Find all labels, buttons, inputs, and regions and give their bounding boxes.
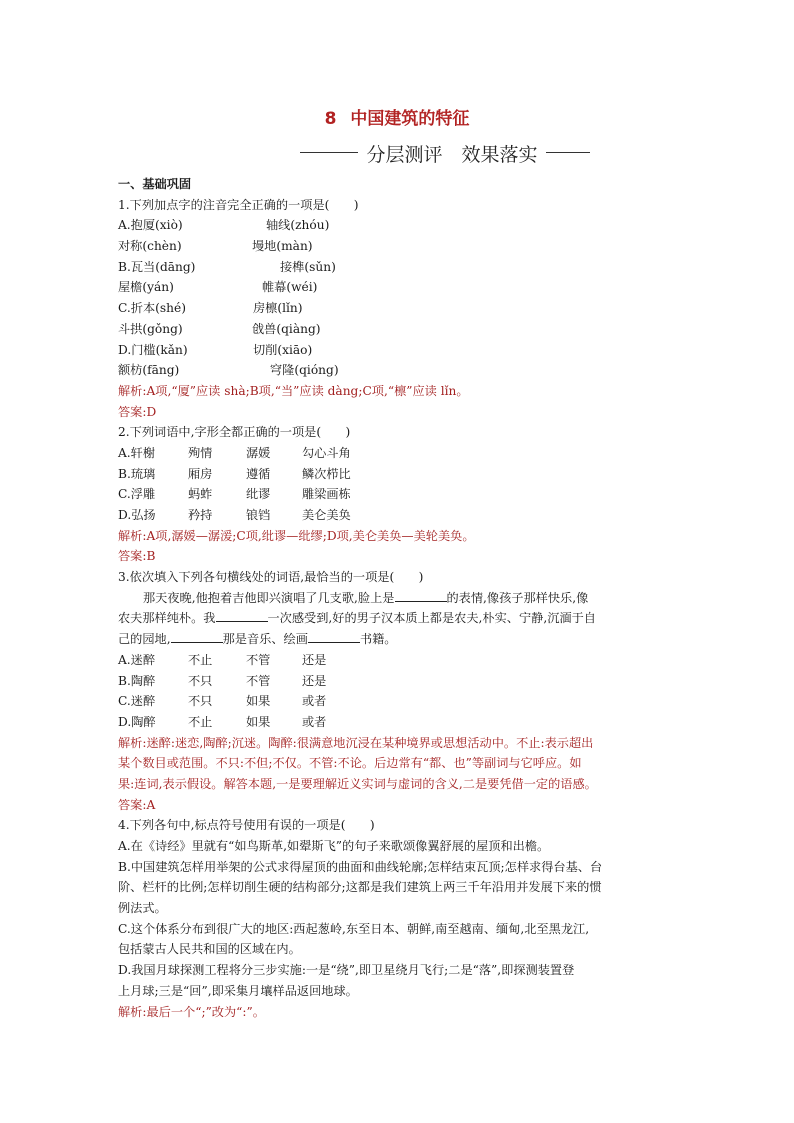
q3-text: 那天夜晚,他抱着吉他即兴演唱了几支歌,脸上是 [143, 590, 395, 605]
q2-option-a [118, 443, 678, 464]
q1-c-word1: C.折本(shé) [118, 301, 186, 316]
q2-b-w1: B.琉璃 [118, 466, 156, 481]
q1-option-c-line2 [118, 319, 678, 340]
q3-text: 书籍。 [359, 632, 397, 647]
lesson-number: 8 [324, 109, 337, 129]
q2-option-b [118, 464, 678, 485]
q1-option-b-line1 [118, 257, 678, 278]
q3-text: 一次感受到,好的男子汉本质上都是农夫,朴实、宁静,沉湎于自 [267, 611, 596, 626]
q3-passage-line2 [118, 608, 678, 629]
q3-d-w4: 或者 [302, 714, 327, 729]
q3-a-w4: 还是 [302, 652, 327, 667]
q2-c-w3: 纰谬 [246, 487, 271, 502]
lesson-title [0, 104, 794, 129]
q1-d-word4: 穹隆(qióng) [270, 363, 339, 378]
q2-answer: 答案:B [118, 549, 156, 564]
q3-c-w4: 或者 [302, 694, 327, 709]
q2-option-d [118, 505, 678, 526]
q1-d-word1: D.门槛(kǎn) [118, 342, 188, 357]
q3-text: 农夫那样纯朴。我 [118, 611, 216, 626]
q3-passage-line3 [118, 629, 678, 650]
q3-text: 的表情,像孩子那样快乐,像 [446, 590, 589, 605]
q4-option-d-2: 上月球;三是“回”,即采集月壤样品返回地球。 [118, 983, 358, 998]
q2-d-w3: 锒铛 [246, 508, 271, 522]
q2-b-w2: 厢房 [188, 466, 213, 481]
q2-d-w1: D.弘扬 [118, 508, 156, 522]
q1-b-word3: 屋檐(yán) [118, 280, 174, 295]
q1-d-word2: 切削(xiāo) [253, 342, 313, 357]
q3-stem: 3.依次填入下列各句横线处的词语,最恰当的一项是( ) [118, 570, 424, 585]
q3-b-w3: 不管 [246, 673, 271, 688]
q3-option-a [118, 650, 678, 671]
q1-a-word4: 墁地(màn) [252, 239, 313, 254]
banner-rule-left [300, 152, 358, 153]
section-banner [300, 140, 590, 166]
q2-analysis: 解析:A项,潺媛—潺湲;C项,纰谬—纰缪;D项,美仑美奂—美轮美奂。 [118, 528, 475, 543]
q3-text: 己的园地, [118, 632, 171, 647]
q4-option-b-3: 例法式。 [118, 901, 167, 916]
q4-option-d-1: D.我国月球探测工程将分三步实施:一是“绕”,即卫星绕月飞行;二是“落”,即探测装置登 [118, 963, 575, 978]
q1-b-word4: 帷幕(wéi) [262, 280, 318, 295]
q2-b-w3: 遵循 [246, 466, 271, 481]
banner-rule-right [546, 152, 590, 153]
q3-analysis-1: 解析:迷醉:迷恋,陶醉;沉迷。陶醉:很满意地沉浸在某种境界或思想活动中。不止:表示超出 [118, 735, 594, 750]
q3-b-w2: 不只 [188, 673, 213, 688]
q1-option-d-line2 [118, 360, 678, 381]
worksheet-body [118, 174, 678, 1022]
lesson-title-text: 中国建筑的特征 [350, 109, 470, 129]
q3-b-w4: 还是 [302, 673, 327, 688]
q1-option-b-line2 [118, 277, 678, 298]
q2-c-w2: 蚂蚱 [188, 487, 213, 502]
q3-a-w2: 不止 [188, 652, 213, 667]
q3-blank-3 [171, 630, 223, 643]
q2-b-w4: 鳞次栉比 [302, 466, 351, 481]
q3-d-w1: D.陶醉 [118, 714, 156, 729]
q3-c-w2: 不只 [188, 694, 213, 709]
q3-blank-4 [308, 630, 360, 643]
q3-d-w3: 如果 [246, 714, 271, 729]
q3-d-w2: 不止 [188, 714, 213, 729]
q1-option-a-line1 [118, 215, 678, 236]
q3-a-w3: 不管 [246, 652, 271, 667]
q3-answer: 答案:A [118, 797, 156, 812]
q1-c-word4: 戗兽(qiàng) [252, 321, 321, 336]
q1-a-word2: 轴线(zhóu) [266, 218, 330, 233]
q3-option-d [118, 712, 678, 733]
q1-option-d-line1 [118, 340, 678, 361]
q2-a-w3: 潺媛 [246, 445, 271, 460]
q3-blank-1 [395, 589, 447, 602]
q1-d-word3: 额枋(fāng) [118, 363, 180, 378]
q3-c-w3: 如果 [246, 694, 271, 709]
q4-option-b-2: 阶、栏杆的比例;怎样切削生硬的结构部分;这都是我们建筑上两三千年沿用并发展下来的惯 [118, 880, 602, 895]
q3-text: 那是音乐、绘画 [222, 632, 308, 647]
q4-option-c-2: 包括蒙古人民共和国的区域在内。 [118, 942, 301, 957]
q4-stem: 4.下列各句中,标点符号使用有误的一项是( ) [118, 818, 375, 833]
q1-option-a-line2 [118, 236, 678, 257]
q1-stem: 1.下列加点字的注音完全正确的一项是( ) [118, 197, 359, 212]
q3-c-w1: C.迷醉 [118, 694, 156, 709]
q2-option-c [118, 484, 678, 505]
q1-b-word1: B.瓦当(dāng) [118, 259, 196, 274]
q3-analysis-3: 果:连词,表示假设。解答本题,一是要理解近义实词与虚词的含义,二是要凭借一定的语感。 [118, 776, 597, 791]
q3-b-w1: B.陶醉 [118, 673, 156, 688]
q4-option-c-1: C.这个体系分布到很广大的地区:西起葱岭,东至日本、朝鲜,南至越南、缅甸,北至黑龙江, [118, 921, 590, 936]
q3-passage-line1 [118, 588, 678, 609]
section-heading: 一、基础巩固 [118, 177, 192, 191]
q1-a-word1: A.抱厦(xiò) [118, 218, 183, 233]
banner-text: 分层测评 效果落实 [366, 144, 538, 166]
q4-analysis: 解析:最后一个“;”改为“:”。 [118, 1004, 265, 1019]
q2-d-w2: 矜持 [188, 508, 213, 522]
q1-option-c-line1 [118, 298, 678, 319]
q3-blank-2 [216, 609, 268, 622]
q3-a-w1: A.迷醉 [118, 652, 156, 667]
q1-a-word3: 对称(chèn) [118, 239, 182, 254]
q2-a-w4: 勾心斗角 [302, 445, 351, 460]
q4-option-b-1: B.中国建筑怎样用举架的公式求得屋顶的曲面和曲线轮廓;怎样结束瓦顶;怎样求得台基、台 [118, 859, 603, 874]
q2-stem: 2.下列词语中,字形全都正确的一项是( ) [118, 425, 351, 440]
q2-a-w1: A.轩榭 [118, 445, 156, 460]
q3-option-b [118, 671, 678, 692]
q1-analysis: 解析:A项,“厦”应读 shà;B项,“当”应读 dàng;C项,“檩”应读 lǐn。 [118, 383, 469, 398]
q2-c-w1: C.浮雕 [118, 487, 156, 502]
q1-c-word2: 房檩(lǐn) [253, 301, 303, 316]
q2-d-w4: 美仑美奂 [302, 508, 351, 522]
q3-option-c [118, 691, 678, 712]
q1-c-word3: 斗拱(gǒng) [118, 321, 183, 336]
q1-answer: 答案:D [118, 404, 157, 419]
q4-option-a: A.在《诗经》里就有“如鸟斯革,如翚斯飞”的句子来歌颂像翼舒展的屋顶和出檐。 [118, 839, 550, 853]
q2-c-w4: 雕梁画栋 [302, 487, 351, 502]
q3-analysis-2: 某个数目或范围。不只:不但;不仅。不管:不论。后边常有“都、也”等副词与它呼应。如 [118, 756, 582, 771]
q1-b-word2: 接榫(sǔn) [280, 259, 336, 274]
q2-a-w2: 殉情 [188, 445, 213, 460]
